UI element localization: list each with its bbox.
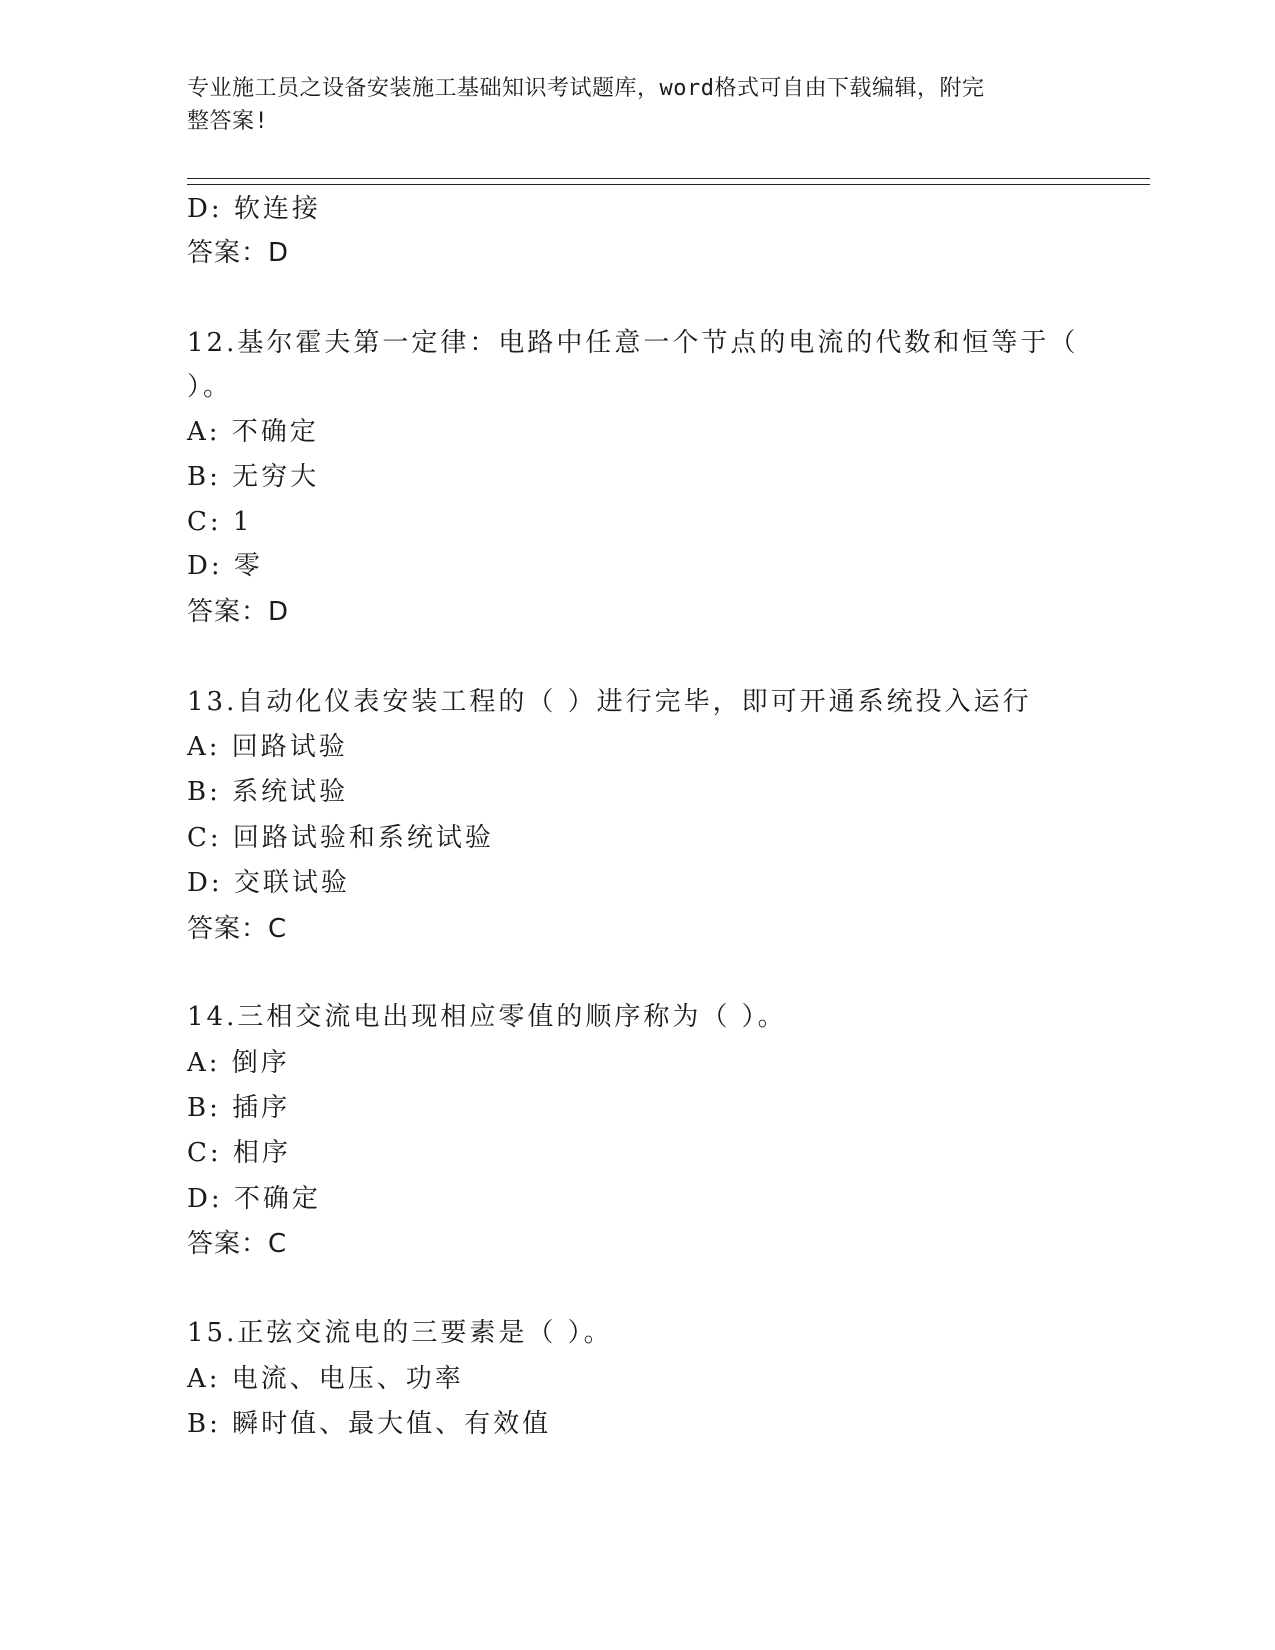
q14-answer: 答案：C (187, 1229, 288, 1259)
q14-option-c: C: 相序 (187, 1138, 291, 1168)
q13-option-b: B: 系统试验 (187, 777, 349, 807)
header-divider-top (187, 178, 1150, 179)
q15-option-b: B: 瞬时值、最大值、有效值 (187, 1409, 552, 1439)
q13-option-d: D: 交联试验 (187, 868, 350, 898)
q13-stem: 13.自动化仪表安装工程的（ ）进行完毕，即可开通系统投入运行 (187, 687, 1032, 717)
q12-answer: 答案：D (187, 597, 290, 627)
header-line-2: 整答案! (187, 109, 269, 134)
q13-option-a: A: 回路试验 (187, 732, 348, 762)
document-header (187, 72, 1067, 138)
q15-stem: 15.正弦交流电的三要素是（ ）。 (187, 1318, 613, 1348)
q14-option-a: A: 倒序 (187, 1048, 290, 1078)
q15-option-a: A: 电流、电压、功率 (187, 1364, 464, 1394)
q14-option-b: B: 插序 (187, 1093, 291, 1123)
q12-option-b: B: 无穷大 (187, 462, 320, 492)
q14-stem: 14.三相交流电出现相应零值的顺序称为（ ）。 (187, 1002, 787, 1032)
header-line-1: 专业施工员之设备安装施工基础知识考试题库，word格式可自由下载编辑，附完 (187, 76, 985, 101)
q12-option-c: C: 1 (187, 507, 253, 537)
q13-answer: 答案：C (187, 914, 288, 944)
q12-option-a: A: 不确定 (187, 417, 319, 447)
q11-answer: 答案：D (187, 238, 290, 268)
q12-option-d: D: 零 (187, 551, 263, 581)
header-divider-bottom (187, 184, 1150, 185)
q13-option-c: C: 回路试验和系统试验 (187, 823, 494, 853)
q12-stem-line-2: ）。 (187, 372, 233, 402)
q11-option-d: D: 软连接 (187, 194, 321, 224)
q14-option-d: D: 不确定 (187, 1184, 321, 1214)
q12-stem-line-1: 12.基尔霍夫第一定律：电路中任意一个节点的电流的代数和恒等于（ (187, 328, 1079, 358)
